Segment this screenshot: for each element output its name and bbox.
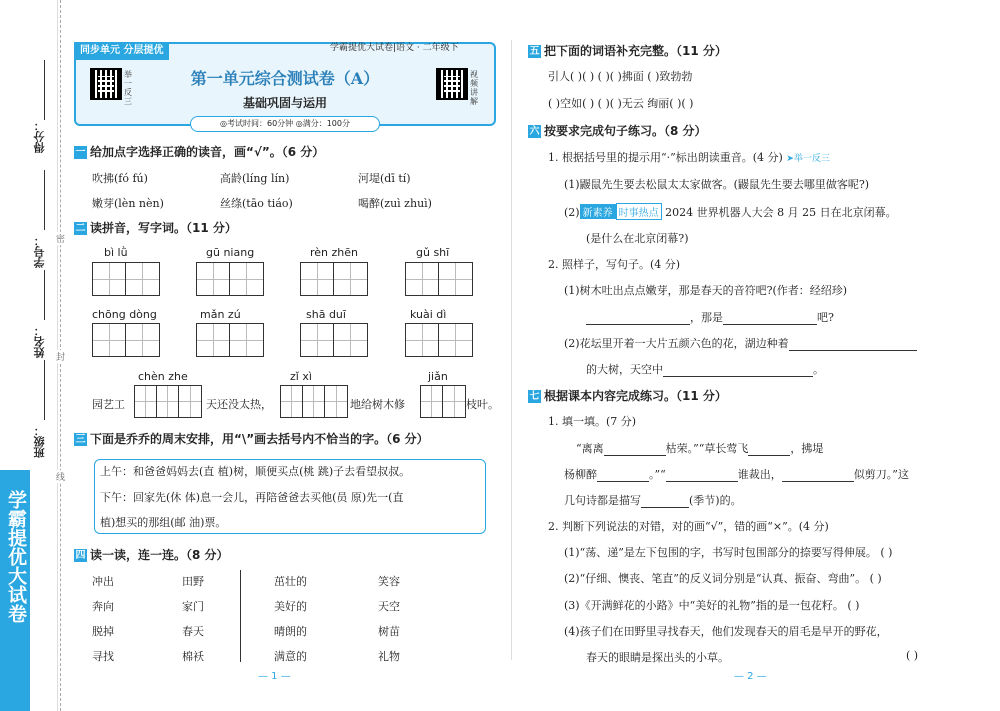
qr-left-label: 举一反三 bbox=[124, 70, 132, 106]
s2-grid[interactable] bbox=[300, 323, 368, 357]
s7-judge[interactable]: (3)《开满鲜花的小路》中“美好的礼物”指的是一包花籽。 ( ) bbox=[564, 599, 860, 612]
id-label: 学号： bbox=[33, 235, 46, 268]
s4-word: 棉袄 bbox=[182, 650, 204, 663]
s2-pinyin: kuài dì bbox=[410, 308, 447, 321]
name-label: 姓名： bbox=[33, 325, 46, 358]
page-number-right: — 2 — bbox=[734, 671, 767, 682]
s4-word: 奔向 bbox=[92, 600, 114, 613]
section-6-heading: 六 按要求完成句子练习。（8 分） bbox=[529, 124, 707, 138]
page-number-left: — 1 — bbox=[258, 671, 291, 682]
s2-pinyin: rèn zhēn bbox=[310, 246, 359, 259]
s2-pinyin: mǎn zú bbox=[200, 308, 241, 321]
s2-grid[interactable] bbox=[92, 323, 160, 357]
s7-judge: (4)孩子们在田野里寻找春天，他们发现春天的眉毛是早开的野花， bbox=[564, 625, 888, 638]
s7-fill-line3[interactable]: 几句诗都是描写 (季节)的。 bbox=[564, 494, 742, 507]
s6-q1: 1. 根据括号里的提示用“·”标出朗读重音。(4 分) ➤举一反三 bbox=[548, 151, 830, 164]
s4-word: 树苗 bbox=[378, 625, 400, 638]
s2-pinyin: gū niang bbox=[206, 246, 255, 259]
s1-item: 吹拂(fó fú) bbox=[92, 172, 148, 185]
s2-pinyin: shā duī bbox=[306, 308, 346, 321]
id-line bbox=[44, 170, 45, 230]
s4-word: 礼物 bbox=[378, 650, 400, 663]
s1-item: 丝绦(tāo tiáo) bbox=[220, 197, 293, 210]
s2-grid[interactable] bbox=[420, 385, 466, 418]
s2-sentence: 枝叶。 bbox=[466, 398, 499, 411]
s2-grid[interactable] bbox=[196, 323, 264, 357]
s6-hint: ➤举一反三 bbox=[786, 154, 830, 164]
s3-line: 植)想买的那组(邮 油)票。 bbox=[100, 516, 227, 529]
s7-judge[interactable]: (2)“仔细、懊丧、笔直”的反义词分别是“认真、振奋、弯曲”。 ( ) bbox=[564, 572, 882, 585]
s5-row[interactable]: ( )空如( ) ( )( )无云 绚丽( )( ) bbox=[548, 97, 694, 110]
section-7-heading: 七 根据课本内容完成练习。（11 分） bbox=[529, 389, 727, 403]
s1-item: 喝醉(zuì zhuì) bbox=[358, 197, 432, 210]
s2-sentence: 地给树木修 bbox=[350, 398, 405, 411]
s2-sentence: 天还没太热， bbox=[206, 398, 272, 411]
s6-q1c: (是什么在北京闭幕?) bbox=[586, 232, 689, 245]
s6-q2d[interactable]: 的大树，天空中 。 bbox=[586, 363, 824, 376]
s7-fill-line1[interactable]: “离离 枯荣。”“草长莺飞 ，拂堤 bbox=[576, 442, 824, 455]
s7-fill-line2[interactable]: 杨柳醉 。”“ 谁裁出， 似剪刀。”这 bbox=[564, 468, 909, 481]
s4-word: 寻找 bbox=[92, 650, 114, 663]
s7-judge[interactable]: (1)“荡、递”是左下包围的字，书写时包围部分的捺要写得伸展。 ( ) bbox=[564, 546, 893, 559]
s4-word: 茁壮的 bbox=[274, 575, 307, 588]
s4-word: 满意的 bbox=[274, 650, 307, 663]
s2-grid[interactable] bbox=[134, 385, 202, 418]
class-line bbox=[44, 360, 45, 420]
class-label: 班级： bbox=[33, 425, 46, 458]
s4-word: 美好的 bbox=[274, 600, 307, 613]
unit-tag: 同步单元 分层提优 bbox=[74, 42, 169, 60]
s2-pinyin: chōng dòng bbox=[92, 308, 157, 321]
s5-row[interactable]: 引人( )( ) ( )( )拂面 ( )致勃勃 bbox=[548, 70, 693, 83]
page-subtitle: 基础巩固与运用 bbox=[242, 96, 327, 110]
series-label: 学霸提优大试卷|语文 · 二年级下 bbox=[330, 43, 459, 53]
s7-q2: 2. 判断下列说法的对错，对的画“√”，错的画“×”。(4 分) bbox=[548, 520, 829, 533]
s3-line: 下午：回家先(休 体)息一会儿，再陪爸爸去买他(员 原)先一(直 bbox=[100, 491, 404, 504]
s3-line: 上午：和爸爸妈妈去(直 植)树，顺便买点(桃 跳)子去看望叔叔。 bbox=[100, 465, 411, 478]
s2-pinyin: gǔ shī bbox=[416, 246, 450, 259]
s4-word: 笑容 bbox=[378, 575, 400, 588]
section-2-heading: 二 读拼音，写字词。（11 分） bbox=[75, 221, 237, 235]
s4-word: 家门 bbox=[182, 600, 204, 613]
s2-pinyin: jiǎn bbox=[428, 370, 448, 383]
s2-grid[interactable] bbox=[196, 262, 264, 296]
score-label: 得分： bbox=[33, 120, 46, 153]
page-divider bbox=[511, 40, 512, 660]
s7-q1: 1. 填一填。(7 分) bbox=[548, 415, 637, 428]
name-line bbox=[44, 270, 45, 320]
s2-grid[interactable] bbox=[300, 262, 368, 296]
s4-word: 天空 bbox=[378, 600, 400, 613]
s2-pinyin: chèn zhe bbox=[138, 370, 188, 383]
s4-word: 田野 bbox=[182, 575, 204, 588]
s6-q2c[interactable]: (2)花坛里开着一大片五颜六色的花，湖边种着 bbox=[564, 335, 917, 351]
s2-pinyin: bì lǜ bbox=[104, 246, 128, 259]
seal-mi: 密 bbox=[56, 232, 65, 245]
s1-item: 河堤(dī tí) bbox=[358, 172, 411, 185]
new-literacy-badge: 新素养 bbox=[580, 204, 616, 219]
brand-text: 学霸提优大试卷 bbox=[5, 490, 27, 623]
s2-sentence: 园艺工 bbox=[92, 398, 125, 411]
seal-feng: 封 bbox=[56, 350, 65, 363]
score-line bbox=[44, 60, 45, 120]
section-5-heading: 五 把下面的词语补充完整。（11 分） bbox=[529, 44, 727, 58]
s7-judge-cont: 春天的眼睛是探出头的小草。 bbox=[586, 651, 729, 664]
s2-pinyin: zǐ xì bbox=[290, 370, 312, 383]
s2-grid[interactable] bbox=[92, 262, 160, 296]
s4-word: 春天 bbox=[182, 625, 204, 638]
s4-word: 脱掉 bbox=[92, 625, 114, 638]
s2-grid[interactable] bbox=[405, 323, 473, 357]
section-3-heading: 三 下面是乔乔的周末安排，用“\”画去括号内不恰当的字。（6 分） bbox=[75, 432, 429, 446]
s1-item: 嫩芽(lèn nèn) bbox=[92, 197, 164, 210]
s1-item: 高龄(líng lín) bbox=[220, 172, 290, 185]
qr-right-label: 视频讲解 bbox=[470, 70, 478, 106]
s6-q2: 2. 照样子，写句子。(4 分) bbox=[548, 258, 681, 271]
section-4-heading: 四 读一读，连一连。（8 分） bbox=[75, 548, 229, 562]
s6-q1a: (1)鼹鼠先生要去松鼠太太家做客。(鼹鼠先生要去哪里做客呢?) bbox=[564, 178, 870, 191]
s4-word: 晴朗的 bbox=[274, 625, 307, 638]
s6-q2b[interactable]: ，那是 吧? bbox=[586, 309, 834, 325]
s6-q1b: (2) 新素养 时事热点 2024 世界机器人大会 8 月 25 日在北京闭幕。 bbox=[564, 203, 897, 220]
s7-judge-blank[interactable]: ( ) bbox=[906, 649, 919, 662]
s2-grid[interactable] bbox=[405, 262, 473, 296]
seal-xian: 线 bbox=[56, 470, 65, 483]
s6-q2a: (1)树木吐出点点嫩芽，那是春天的音符吧?(作者：经绍珍) bbox=[564, 284, 848, 297]
exam-meta: ◎考试时间：60分钟 ◎满分：100分 bbox=[190, 116, 380, 132]
current-events-badge: 时事热点 bbox=[616, 203, 662, 220]
s4-divider bbox=[240, 570, 241, 662]
section-1-heading: 一 给加点字选择正确的读音，画“√”。（6 分） bbox=[75, 145, 325, 159]
page-title: 第一单元综合测试卷（A） bbox=[190, 69, 380, 88]
s2-grid[interactable] bbox=[280, 385, 348, 418]
s4-word: 冲出 bbox=[92, 575, 114, 588]
